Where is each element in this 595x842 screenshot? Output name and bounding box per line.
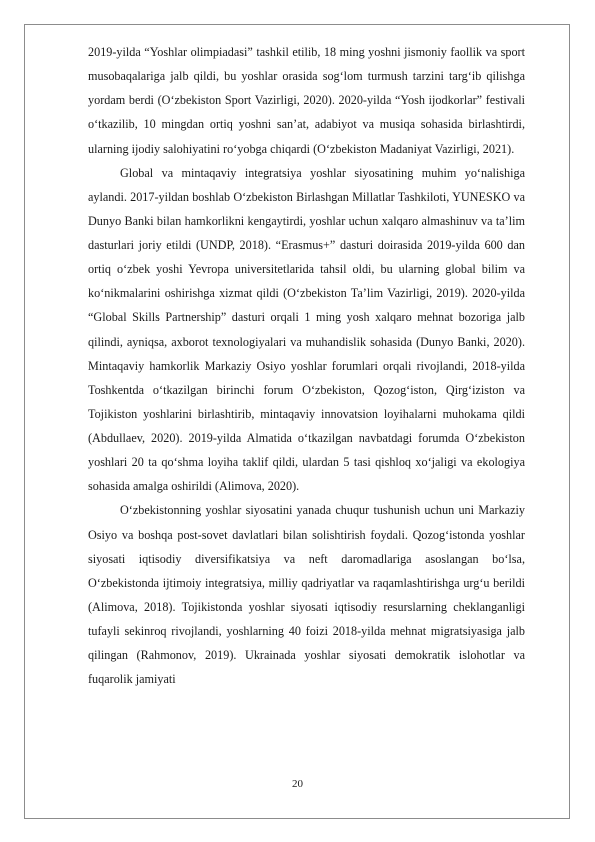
paragraph-continued: 2019-yilda “Yoshlar olimpiadasi” tashkil etilib, 18 ming yoshni jismoniy faollik va sport musobaqalariga jalb qildi, bu yoshlar orasida sog‘lom turmush tarzini targ‘ib qilishga yordam berdi (O‘zbekiston Sport Vazirligi, 2020). 2020-yilda “Yosh ijodkorlar” festivali o‘tkazilib, 10 mingdan ortiq yoshni san’at, adabiyot va musiqa sohasida birlashtirdi, ularning ijodiy salohiyatini ro‘yobga chiqardi (O‘zbekiston Madaniyat Vazirligi, 2021). <box>88 45 525 156</box>
page-number: 20 <box>292 778 303 790</box>
body-text <box>88 40 525 691</box>
paragraph-comparison: O‘zbekistonning yoshlar siyosatini yanada chuqur tushunish uchun uni Markaziy Osiyo va boshqa post-sovet davlatlari bilan solishtirish foydali. Qozog‘istonda yoshlar siyosati iqtisodiy diversifikatsiya va neft daromadlariga asoslangan bo‘lsa, O‘zbekistonda ijtimoiy integratsiya, milliy qadriyatlar va raqamlashtirishga urg‘u berildi (Alimova, 2018). Tojikistonda yoshlar siyosati iqtisodiy resurslarning cheklanganligi tufayli sekinroq rivojlandi, yoshlarning 40 foizi 2018-yilda mehnat migratsiyasiga jalb qilingan (Rahmonov, 2019). Ukrainada yoshlar siyosati demokratik islohotlar va fuqarolik jamiyati <box>88 503 525 687</box>
paragraph-global-integration: Global va mintaqaviy integratsiya yoshlar siyosatining muhim yo‘nalishiga aylandi. 2017-yildan boshlab O‘zbekiston Birlashgan Millatlar Tashkiloti, YUNESKO va Dunyo Banki bilan hamkorlikni kengaytirdi, yoshlar uchun xalqaro almashinuv va ta’lim dasturlari joriy etildi (UNDP, 2018). “Erasmus+” dasturi doirasida 2019-yilda 600 dan ortiq o‘zbek yoshi Yevropa universitetlarida tahsil oldi, bu ularning global bilim va ko‘nikmalarini oshirishga xizmat qildi (O‘zbekiston Ta’lim Vazirligi, 2019). 2020-yilda “Global Skills Partnership” dasturi orqali 1 ming yosh xalqaro mehnat bozoriga jalb qilindi, ayniqsa, axborot texnologiyalari va muhandislik sohasida (Dunyo Banki, 2020). Mintaqaviy hamkorlik Markaziy Osiyo yoshlar forumlari orqali rivojlandi, 2018-yilda Toshkentda o‘tkazilgan birinchi forum O‘zbekiston, Qozog‘iston, Qirg‘iziston va Tojikiston yoshlarini birlashtirib, mintaqaviy innovatsion loyihalarni muhokama qildi (Abdullaev, 2020). 2019-yilda Almatida o‘tkazilgan navbatdagi forumda O‘zbekiston yoshlari 20 ta qo‘shma loyiha taklif qildi, ulardan 5 tasi qishloq xo‘jaligi va ekologiya sohasida amalga oshirildi (Alimova, 2020). <box>88 165 525 494</box>
